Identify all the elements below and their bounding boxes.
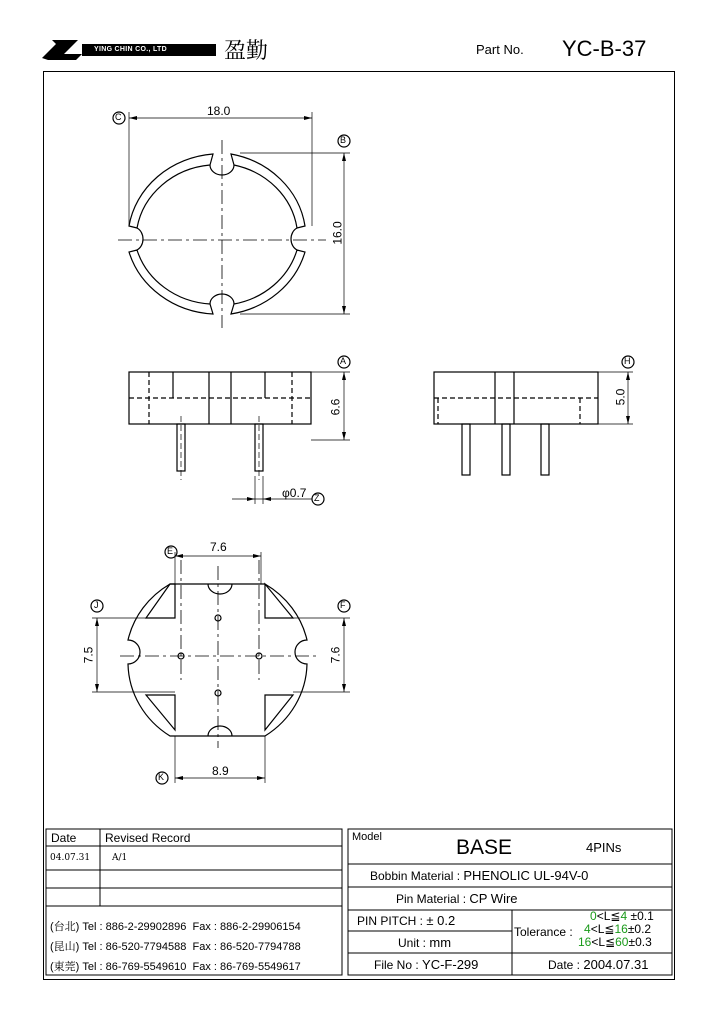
dim-j-label: J — [94, 600, 99, 610]
pin-material-label: Pin Material : — [396, 892, 467, 906]
contact-tel: 86-769-5549610 — [105, 961, 187, 973]
contact-tel-label: Tel : — [82, 941, 103, 953]
pin-pitch — [357, 913, 455, 928]
dim-b-label: B — [340, 135, 347, 145]
unit-label: Unit : — [398, 936, 427, 950]
dim-f-label: F — [340, 600, 346, 610]
dim-h-value: 5.0 — [613, 388, 628, 406]
pin-pitch-value: ± 0.2 — [426, 913, 456, 928]
tolerance-row-3: 16<L≦60±0.3 — [578, 935, 652, 949]
dim-j-value: 7.5 — [81, 646, 96, 664]
dim-h-label: H — [624, 356, 631, 366]
record-date-header: Date — [51, 831, 77, 845]
contact-fax-label: Fax : — [192, 941, 217, 953]
dim-a-label: A — [340, 356, 347, 366]
logo-company-text: YING CHIN CO., LTD — [94, 46, 167, 53]
bobbin-value: PHENOLIC UL-94V-0 — [463, 868, 589, 883]
pin-material — [396, 891, 518, 906]
dim-c-value: 18.0 — [207, 104, 231, 118]
part-no-value: YC-B-37 — [562, 36, 647, 61]
contact-fax-label: Fax : — [192, 921, 217, 933]
contact-kunshan — [50, 938, 301, 954]
dim-c-label: C — [115, 112, 122, 122]
tolerance-row-2: 4<L≦16±0.2 — [584, 922, 652, 936]
bobbin-label: Bobbin Material : — [370, 869, 461, 883]
contact-taipei — [50, 918, 301, 934]
unit-value: mm — [429, 935, 452, 950]
bobbin-material — [370, 868, 588, 883]
contact-tel: 886-2-29902896 — [105, 921, 187, 933]
record-row-1-date: 04.07.31 — [50, 853, 91, 863]
brand-chinese: 盈勤 — [224, 39, 269, 64]
contact-city: (東莞) — [50, 961, 80, 973]
contact-city: (昆山) — [50, 941, 80, 953]
dim-z-label: Z — [314, 493, 320, 503]
dim-k-value: 8.9 — [212, 764, 229, 778]
dim-e-value: 7.6 — [210, 540, 227, 554]
date-label: Date : — [548, 958, 581, 972]
contact-tel-label: Tel : — [82, 961, 103, 973]
record-row-1-record: A/1 — [112, 853, 128, 863]
contact-city: (台北) — [50, 921, 80, 933]
contact-fax-label: Fax : — [192, 961, 217, 973]
pin-material-value: CP Wire — [469, 891, 518, 906]
file-no — [374, 957, 478, 972]
part-no-label: Part No. — [476, 42, 524, 57]
dim-a-value: 6.6 — [328, 398, 343, 416]
contact-fax: 86-520-7794788 — [220, 941, 301, 953]
pins-value: 4PINs — [586, 840, 622, 855]
tolerance-label: Tolerance : — [514, 925, 573, 939]
contact-fax: 886-2-29906154 — [220, 921, 301, 933]
pin-pitch-label: PIN PITCH : — [357, 914, 424, 928]
contact-tel: 86-520-7794588 — [105, 941, 187, 953]
file-no-label: File No : — [374, 958, 419, 972]
contact-fax: 86-769-5549617 — [220, 961, 301, 973]
contact-dongguan — [50, 958, 301, 974]
dim-z-value: φ0.7 — [282, 486, 307, 500]
unit — [398, 935, 451, 950]
date-value: 2004.07.31 — [583, 957, 649, 972]
dim-k-label: K — [158, 772, 165, 782]
tolerance-row-1: 0<L≦4 ±0.1 — [590, 909, 654, 923]
dim-b-value: 16.0 — [330, 221, 345, 245]
dim-e-label: E — [167, 546, 174, 556]
model-label: Model — [352, 831, 382, 843]
contact-tel-label: Tel : — [82, 921, 103, 933]
dim-f-value: 7.6 — [328, 646, 343, 664]
date — [548, 957, 648, 972]
file-no-value: YC-F-299 — [422, 957, 479, 972]
record-revised-header: Revised Record — [105, 831, 191, 845]
model-value: BASE — [456, 836, 513, 859]
